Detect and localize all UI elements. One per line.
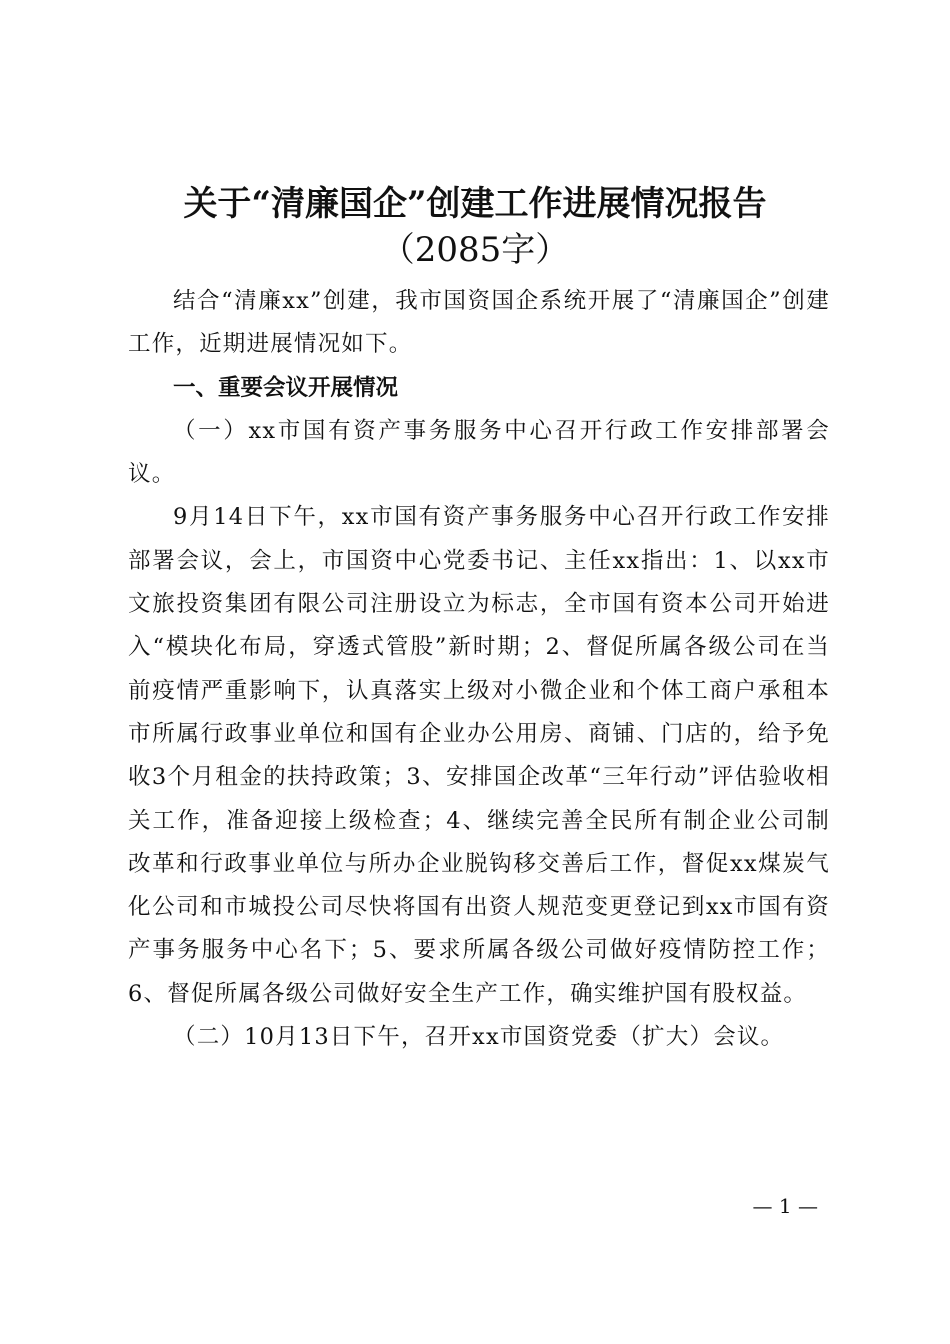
document-subtitle: （2085字） (380, 230, 570, 270)
document-title: 关于“清廉国企”创建工作进展情况报告 (183, 184, 767, 224)
document-body (128, 280, 830, 1059)
subsection-heading: （一）xx市国有资产事务服务中心召开行政工作安排部署会议。 (128, 417, 830, 488)
page-number: — 1 — (752, 1194, 818, 1218)
subsection-heading: （二）10月13日下午，召开xx市国资党委（扩大）会议。 (173, 1024, 785, 1051)
section-heading: 一、重要会议开展情况 (173, 374, 399, 401)
intro-paragraph: 结合“清廉xx”创建，我市国资国企系统开展了“清廉国企”创建工作，近期进展情况如下。 (128, 288, 830, 358)
body-paragraph: 9月14日下午，xx市国有资产事务服务中心召开行政工作安排部署会议，会上，市国资中心党委书记、主任xx指出：1、以xx市文旅投资集团有限公司注册设立为标志，全市国有资本公司开始进入“模块化布局，穿透式管股”新时期；2、督促所属各级公司在当前疫情严重影响下，认真落实上级对小微企业和个体工商户承租本市所属行政事业单位和国有企业办公用房、商铺、门店的，给予免收3个月租金的扶持政策；3、安排国企改革“三年行动”评估验收相关工作，准备迎接上级检查；4、继续完善全民所有制企业公司制改革和行政事业单位与所办企业脱钩移交善后工作，督促xx煤炭气化公司和市城投公司尽快将国有出资人规范变更登记到xx市国有资产事务服务中心名下；5、要求所属各级公司做好疫情防控工作；6、督促所属各级公司做好安全生产工作，确实维护国有股权益。 (128, 504, 830, 1007)
